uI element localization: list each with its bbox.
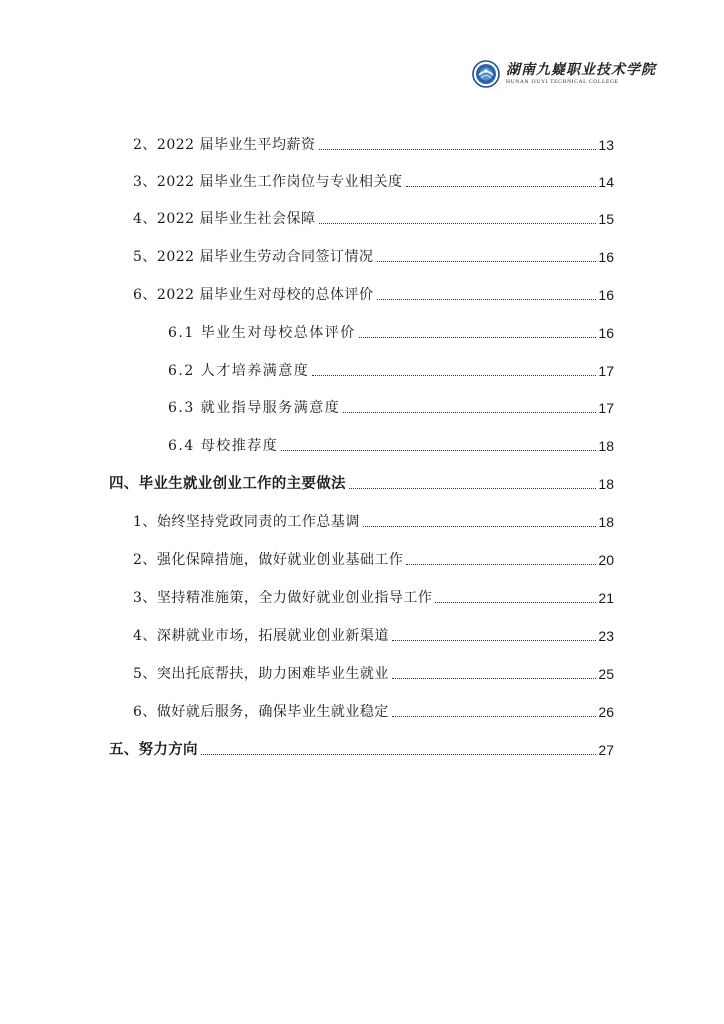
college-name-en: HUNAN JIUYI TECHNICAL COLLEGE xyxy=(506,79,619,85)
toc-entry[interactable] xyxy=(133,284,614,306)
toc-entry-page: 20 xyxy=(598,552,614,568)
toc-entry[interactable] xyxy=(133,701,614,723)
toc-leader-dots xyxy=(319,223,597,224)
toc-entry-label: 4、2022 届毕业生社会保障 xyxy=(133,211,316,227)
toc-entry-label: 4、深耕就业市场，拓展就业创业新渠道 xyxy=(133,628,389,644)
toc-leader-dots xyxy=(406,564,596,565)
toc-entry-page: 18 xyxy=(598,438,614,454)
toc-entry[interactable] xyxy=(109,739,614,761)
toc-entry-label: 6.2 人才培养满意度 xyxy=(168,363,310,379)
toc-entry-label: 3、坚持精准施策，全力做好就业创业指导工作 xyxy=(133,590,433,606)
toc-entry-label: 6、做好就后服务，确保毕业生就业稳定 xyxy=(133,704,389,720)
toc-entry[interactable] xyxy=(109,473,614,495)
toc-entry-label: 2、2022 届毕业生平均薪资 xyxy=(133,137,316,153)
toc-leader-dots xyxy=(359,337,597,338)
toc-entry-label: 6.4 母校推荐度 xyxy=(168,438,279,454)
toc-entry[interactable] xyxy=(133,587,614,609)
toc-entry-page: 23 xyxy=(598,628,614,644)
toc-leader-dots xyxy=(377,261,597,262)
toc-entry-page: 14 xyxy=(598,174,614,190)
toc-leader-dots xyxy=(392,678,597,679)
toc-entry[interactable] xyxy=(168,322,614,344)
college-logo xyxy=(472,57,656,91)
toc-entry-page: 17 xyxy=(598,363,614,379)
toc-leader-dots xyxy=(349,488,597,489)
toc-entry-label: 6.3 就业指导服务满意度 xyxy=(168,400,341,416)
toc-entry[interactable] xyxy=(133,511,614,533)
toc-entry-label: 5、突出托底帮扶，助力困难毕业生就业 xyxy=(133,666,389,682)
toc-leader-dots xyxy=(343,412,596,413)
toc-entry-page: 16 xyxy=(598,249,614,265)
toc-entry[interactable] xyxy=(133,208,614,230)
toc-entry[interactable] xyxy=(168,360,614,382)
toc-leader-dots xyxy=(377,299,597,300)
toc-entry-page: 26 xyxy=(598,704,614,720)
toc-entry-label: 2、强化保障措施，做好就业创业基础工作 xyxy=(133,552,404,568)
toc-leader-dots xyxy=(435,602,596,603)
toc-entry-page: 21 xyxy=(598,590,614,606)
toc-entry[interactable] xyxy=(133,134,614,156)
toc-entry[interactable] xyxy=(133,625,614,647)
toc-entry-page: 16 xyxy=(598,287,614,303)
toc-entry-label: 四、毕业生就业创业工作的主要做法 xyxy=(109,476,346,492)
toc-entry-page: 17 xyxy=(598,400,614,416)
toc-entry[interactable] xyxy=(168,435,614,457)
toc-leader-dots xyxy=(201,754,597,755)
toc-leader-dots xyxy=(281,450,596,451)
toc-leader-dots xyxy=(312,375,596,376)
toc-leader-dots xyxy=(392,716,597,717)
toc-entry-label: 5、2022 届毕业生劳动合同签订情况 xyxy=(133,249,374,265)
toc-entry-page: 18 xyxy=(598,476,614,492)
toc-leader-dots xyxy=(392,640,597,641)
toc-entry-label: 3、2022 届毕业生工作岗位与专业相关度 xyxy=(133,174,403,190)
toc-entry-label: 五、努力方向 xyxy=(109,742,198,758)
toc-entry-label: 1、始终坚持党政同责的工作总基调 xyxy=(133,514,360,530)
toc-entry[interactable] xyxy=(133,246,614,268)
toc-entry-page: 25 xyxy=(598,666,614,682)
toc-leader-dots xyxy=(363,526,597,527)
toc-entry[interactable] xyxy=(168,397,614,419)
toc-entry-page: 15 xyxy=(598,211,614,227)
toc-leader-dots xyxy=(406,186,597,187)
college-emblem-icon xyxy=(472,60,500,88)
college-name-cn: 湖南九嶷职业技术学院 xyxy=(506,62,656,78)
toc-leader-dots xyxy=(319,149,597,150)
toc-entry[interactable] xyxy=(133,549,614,571)
toc-entry-label: 6、2022 届毕业生对母校的总体评价 xyxy=(133,287,374,303)
toc-entry[interactable] xyxy=(133,171,614,193)
toc-entry-page: 16 xyxy=(598,325,614,341)
toc-entry[interactable] xyxy=(133,663,614,685)
toc-entry-page: 18 xyxy=(598,514,614,530)
toc-entry-page: 27 xyxy=(598,742,614,758)
toc-entry-label: 6.1 毕业生对母校总体评价 xyxy=(168,325,356,341)
toc-entry-page: 13 xyxy=(598,137,614,153)
